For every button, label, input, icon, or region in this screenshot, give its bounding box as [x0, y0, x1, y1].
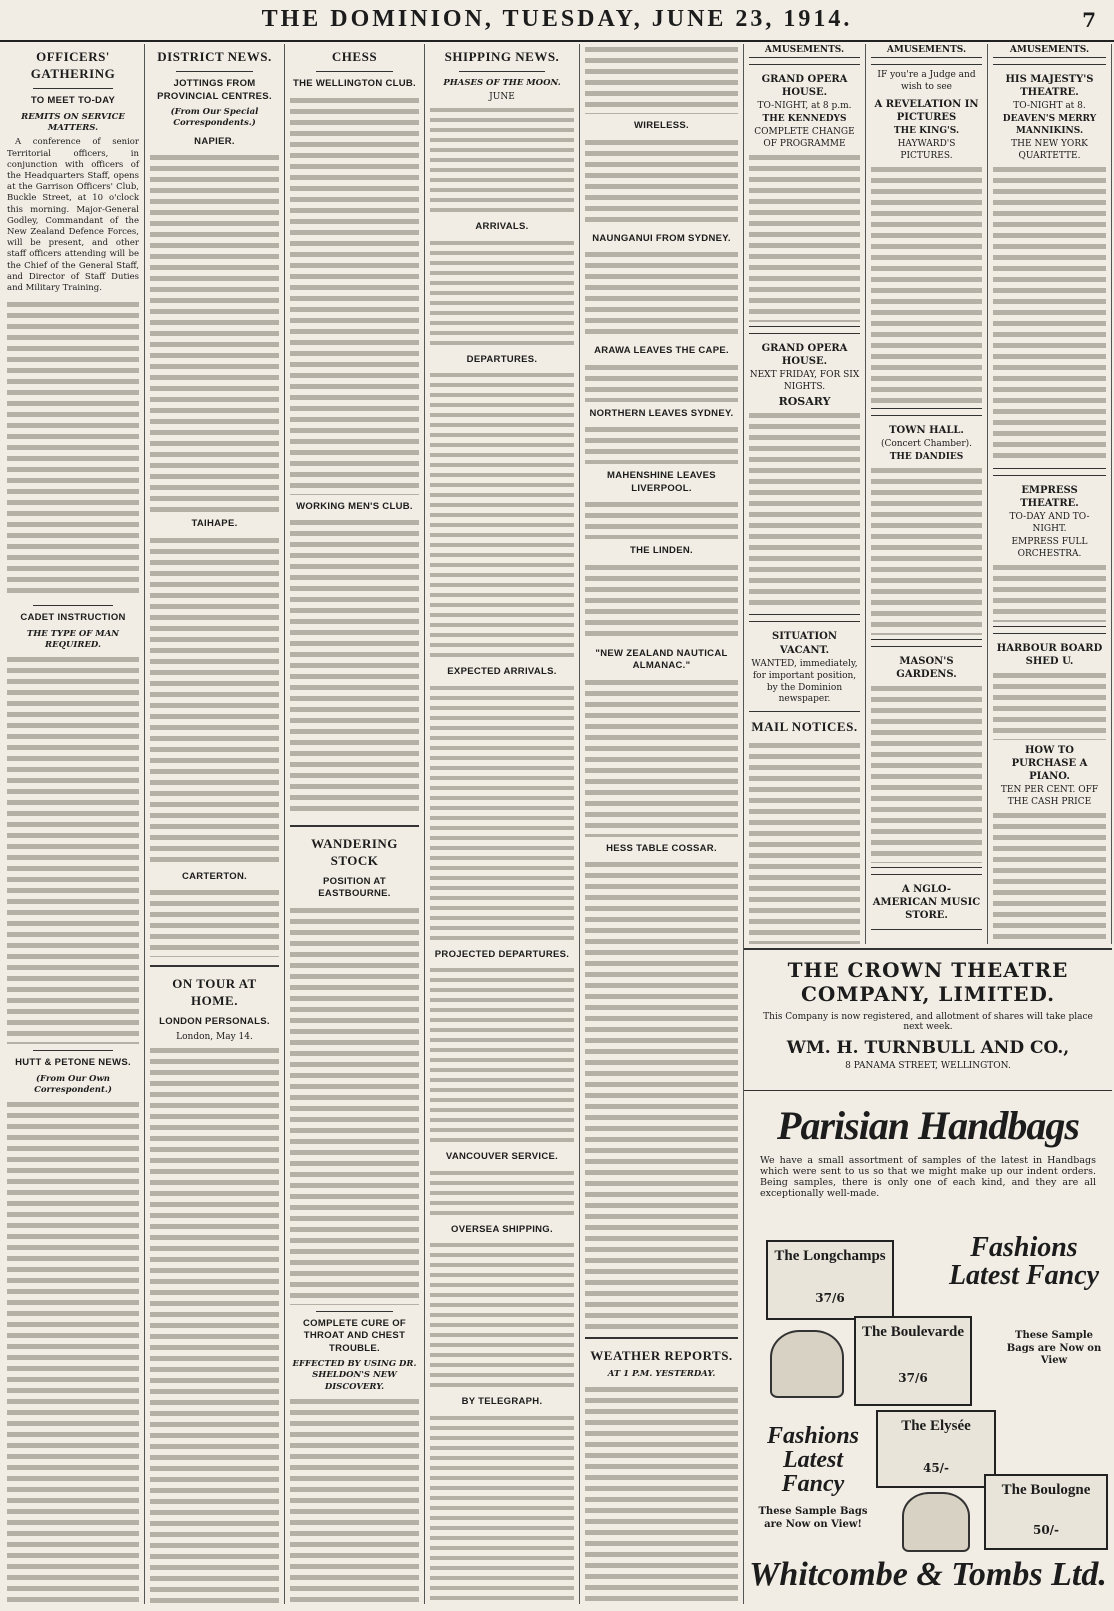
bag-price: 37/6: [898, 1371, 928, 1385]
advert-empress-theatre: [993, 475, 1106, 627]
bag-boulogne: [984, 1474, 1108, 1550]
sample-bags-note: These Sample Bags are Now on View: [1006, 1330, 1102, 1366]
article-text-block: [585, 137, 738, 227]
advert-title: HOW TO PURCHASE A PIANO.: [1011, 744, 1088, 783]
advert-title: HIS MAJESTY'S THEATRE.: [1005, 73, 1094, 99]
advert-title: HARBOUR BOARD SHED U.: [996, 642, 1103, 667]
divider: [585, 1337, 738, 1339]
section-wireless: WIRELESS.: [634, 120, 689, 131]
article-text-block: [585, 362, 738, 402]
advert-title: SITUATION VACANT.: [772, 631, 837, 656]
advert-line: COMPLETE CHANGE OF PROGRAMME: [754, 127, 855, 149]
subhead-correspondent: (From Our Own Correspondent.): [34, 1073, 112, 1096]
bag-name: The Longchamps: [774, 1248, 886, 1264]
advert-text-block: [871, 683, 982, 863]
advert-parisian-handbags: [744, 1094, 1112, 1604]
section-expected-arrivals: EXPECTED ARRIVALS.: [447, 666, 557, 678]
shipping-list: [430, 238, 574, 348]
section-by-telegraph: BY TELEGRAPH.: [461, 1396, 543, 1408]
section-departures: DEPARTURES.: [466, 353, 538, 365]
shipping-list: [430, 1168, 574, 1218]
weather-list: [585, 1384, 738, 1604]
column-officers-gathering: [2, 44, 145, 1604]
section-header-amusements: AMUSEMENTS.: [871, 45, 982, 58]
advert-text-block: [871, 164, 982, 404]
advert-masons-gardens: [871, 646, 982, 868]
column-shipping-news: [425, 44, 580, 1604]
advert-line: THE KING'S.: [893, 126, 960, 136]
credit-line: (From Our Special Correspondents.): [170, 107, 259, 129]
crown-title: THE CROWN THEATRE COMPANY, LIMITED.: [787, 958, 1069, 1006]
section-naunganui: NAUNGANUI FROM SYDNEY.: [592, 232, 731, 244]
subhead-meet-today: TO MEET TO-DAY: [30, 95, 116, 107]
article-text-block: [290, 905, 419, 1305]
article-text-block: [585, 562, 738, 642]
section-mahenshine: MAHENSHINE LEAVES LIVERPOOL.: [607, 470, 716, 494]
column-district-news: [145, 44, 285, 1604]
subhead-eastbourne: POSITION AT EASTBOURNE.: [318, 875, 391, 900]
section-header-amusements: AMUSEMENTS.: [993, 45, 1106, 58]
advert-title: GRAND OPERA HOUSE.: [761, 342, 848, 367]
column-amusements-3: [988, 44, 1112, 944]
page-number: 7: [1082, 8, 1096, 32]
advert-crown-theatre: [744, 948, 1112, 1091]
advert-line: TEN PER CENT. OFF THE CASH PRICE: [1000, 785, 1099, 808]
advert-title: A NGLO-AMERICAN MUSIC STORE.: [872, 883, 981, 922]
handbag-illustration: [770, 1330, 844, 1398]
fashions-latest-fancy: Fashions Latest Fancy: [948, 1232, 1100, 1291]
advert-line: HAYWARD'S PICTURES.: [897, 138, 956, 161]
section-linden: THE LINDEN.: [630, 545, 693, 557]
divider: [316, 71, 393, 72]
article-body: A conference of senior Territorial officers, in conjunction with officers of the Headquarters Staff, opens at the Garrison Officers' Club, Buckle Street, at 10 o'clock this morning. Major-General Godley, Commandant of the New Zealand Defence Forces, will be present, and other staff officers attending will be the Chief of the General Staff, and Director of Staff Duties and Military Training.: [7, 137, 139, 294]
article-text-block: [150, 887, 279, 957]
subhead-moon-phases: PHASES OF THE MOON.: [443, 78, 561, 89]
place-carterton: CARTERTON.: [181, 870, 248, 882]
advert-title: MASON'S GARDENS.: [896, 655, 957, 680]
divider: [33, 1050, 112, 1051]
headline-shipping-news: SHIPPING NEWS.: [444, 49, 560, 64]
article-text-block: [585, 859, 738, 1329]
advert-line: TO-NIGHT, at 8 p.m.: [757, 101, 852, 112]
headline-cadet-instruction: CADET INSTRUCTION: [20, 612, 126, 624]
column-amusements-2: [866, 44, 988, 944]
article-text-block: [150, 152, 279, 512]
advert-text-block: [993, 164, 1106, 464]
subhead-working-mens-club: WORKING MEN'S CLUB.: [296, 500, 413, 512]
headline-chess: CHESS: [331, 49, 378, 64]
bag-name: The Elysée: [901, 1418, 971, 1434]
subhead-remits: REMITS ON SERVICE MATTERS.: [21, 111, 125, 134]
divider: [459, 71, 545, 72]
section-vancouver-service: VANCOUVER SERVICE.: [445, 1151, 559, 1163]
subhead-jottings: JOTTINGS FROM PROVINCIAL CENTRES.: [157, 78, 272, 102]
article-text-block: [290, 1396, 419, 1604]
place-taihape: TAIHAPE.: [191, 518, 238, 530]
shipping-list: [430, 1413, 574, 1604]
shipping-list: [430, 965, 574, 1145]
bag-elysee: [876, 1410, 996, 1488]
advert-text-block: [993, 670, 1106, 740]
subhead-wellington-club: THE WELLINGTON CLUB.: [293, 78, 416, 90]
subhead-1pm: AT 1 P.M. YESTERDAY.: [607, 1369, 716, 1380]
advert-harbour-board: [993, 633, 1106, 945]
advert-music-store: [871, 874, 982, 930]
bag-price: 45/-: [922, 1461, 950, 1475]
subhead-type-of-man: THE TYPE OF MAN REQUIRED.: [26, 628, 120, 651]
subhead-complete-cure: COMPLETE CURE OF THROAT AND CHEST TROUBLE.: [303, 1317, 406, 1354]
handbags-description: We have a small assortment of samples of the latest in Handbags which were sent to us so that we might make up our indent orders. Being samples, there is only one of each kind, and they are all exceptionally well-made.: [760, 1155, 1096, 1199]
article-text-block: [585, 677, 738, 837]
shipping-list: [430, 370, 574, 660]
advert-line: ROSARY: [778, 394, 831, 408]
article-continuation: [7, 299, 139, 599]
shipping-list: [430, 683, 574, 943]
handbags-title: Parisian Handbags: [777, 1103, 1079, 1148]
article-text-block: [585, 424, 738, 464]
advert-line: WANTED, immediately, for important position, by the Dominion newspaper.: [751, 658, 858, 705]
advert-title: EMPRESS THEATRE.: [1020, 484, 1079, 509]
bag-longchamps: [766, 1240, 894, 1320]
section-arawa: ARAWA LEAVES THE CAPE.: [594, 345, 729, 357]
article-text-block: [290, 517, 419, 817]
advert-line: IF you're a Judge and wish to see: [877, 69, 976, 92]
section-header-amusements: AMUSEMENTS.: [749, 45, 860, 58]
advert-line: (Concert Chamber).: [880, 438, 973, 449]
crown-address: 8 PANAMA STREET, WELLINGTON.: [845, 1061, 1011, 1071]
advert-kings-pictures: [871, 64, 982, 409]
article-text-block: [585, 249, 738, 339]
column-wireless: [580, 44, 744, 1604]
advert-text-block: [871, 465, 982, 635]
section-arrivals: ARRIVALS.: [475, 221, 529, 233]
advert-grand-opera-house-rosary: [749, 333, 860, 616]
advert-line: THE KENNEDYS: [762, 114, 847, 125]
article-text-block: [585, 499, 738, 539]
dateline: London, May 14.: [176, 1032, 253, 1043]
tide-table: [430, 105, 574, 215]
column-chess: [285, 44, 425, 1604]
whitcombe-tombs-logo: Whitcombe & Tombs Ltd.: [749, 1556, 1107, 1593]
advert-line: EMPRESS FULL ORCHESTRA.: [1011, 536, 1088, 559]
month-label: JUNE: [489, 92, 515, 103]
advert-title: A REVELATION IN PICTURES: [874, 98, 979, 123]
advert-text-block: [749, 410, 860, 610]
headline-mail-notices: MAIL NOTICES.: [751, 719, 858, 735]
article-text-block: [7, 654, 139, 1044]
column-amusements-1: [744, 44, 866, 944]
shipping-table: [430, 1240, 574, 1390]
section-nautical-almanac: "NEW ZEALAND NAUTICAL ALMANAC.": [595, 647, 728, 672]
advert-text-block: [749, 152, 860, 322]
divider: [33, 605, 112, 606]
sample-bags-note: These Sample Bags are Now on View!: [758, 1506, 868, 1530]
divider: [176, 71, 253, 72]
advert-text-block: [993, 562, 1106, 622]
advert-line: THE DANDIES: [889, 451, 964, 462]
section-hess-table: HESS TABLE COSSAR.: [606, 842, 717, 854]
advert-title: TOWN HALL.: [889, 424, 964, 436]
crown-notice: This Company is now registered, and allotment of shares will take place next week.: [763, 1012, 1093, 1032]
bag-boulevarde: [854, 1316, 972, 1406]
advert-line: THE NEW YORK QUARTETTE.: [1011, 138, 1088, 161]
headline-wandering-stock: WANDERING STOCK: [311, 836, 398, 869]
divider: [33, 88, 112, 89]
article-text-block: [150, 535, 279, 865]
bag-price: 50/-: [1032, 1523, 1060, 1537]
article-text-block: [585, 44, 738, 114]
article-text-block: [7, 1099, 139, 1604]
fashions-latest-fancy: Fashions Latest Fancy: [766, 1423, 860, 1497]
advert-title: GRAND OPERA HOUSE.: [761, 73, 848, 99]
advert-line: TO-DAY AND TO-NIGHT.: [1009, 512, 1090, 534]
place-napier: NAPIER.: [194, 135, 235, 147]
advert-town-hall: [871, 415, 982, 640]
divider: [316, 1311, 393, 1312]
article-text-block: [150, 1045, 279, 1604]
article-text-block: [749, 740, 860, 944]
advert-line: TO-NIGHT at 8.: [1013, 101, 1086, 112]
bag-name: The Boulevarde: [861, 1324, 965, 1340]
section-northern: NORTHERN LEAVES SYDNEY.: [589, 407, 734, 419]
headline-hutt-petone: HUTT & PETONE NEWS.: [15, 1057, 131, 1069]
section-oversea-shipping: OVERSEA SHIPPING.: [451, 1223, 553, 1235]
headline-on-tour: ON TOUR AT HOME.: [172, 976, 257, 1009]
section-projected-departures: PROJECTED DEPARTURES.: [434, 948, 570, 960]
subhead-london-personals: LONDON PERSONALS.: [159, 1015, 270, 1027]
bag-price: 37/6: [815, 1291, 845, 1305]
advert-situation-vacant: [749, 621, 860, 712]
headline-weather-reports: WEATHER REPORTS.: [590, 1348, 733, 1364]
advert-his-majestys: [993, 64, 1106, 469]
headline-district-news: DISTRICT NEWS.: [157, 49, 272, 64]
divider: [290, 825, 419, 827]
bag-name: The Boulogne: [1001, 1482, 1091, 1498]
masthead: [0, 0, 1114, 42]
advert-line: NEXT FRIDAY, FOR SIX NIGHTS.: [749, 370, 860, 392]
crown-agent: WM. H. TURNBULL AND CO.,: [786, 1038, 1070, 1058]
divider: [150, 965, 279, 967]
handbag-illustration: [902, 1492, 970, 1552]
advert-line: DEAVEN'S MERRY MANNIKINS.: [1002, 114, 1097, 136]
newspaper-title: THE DOMINION, TUESDAY, JUNE 23, 1914.: [261, 6, 853, 32]
advert-grand-opera-house: [749, 64, 860, 327]
headline-officers-gathering: OFFICERS' GATHERING: [30, 49, 116, 82]
advert-text-block: [993, 810, 1106, 944]
article-text-block: [290, 95, 419, 495]
subhead-dr-sheldon: EFFECTED BY USING DR. SHELDON'S NEW DISCOVERY.: [292, 1359, 417, 1392]
